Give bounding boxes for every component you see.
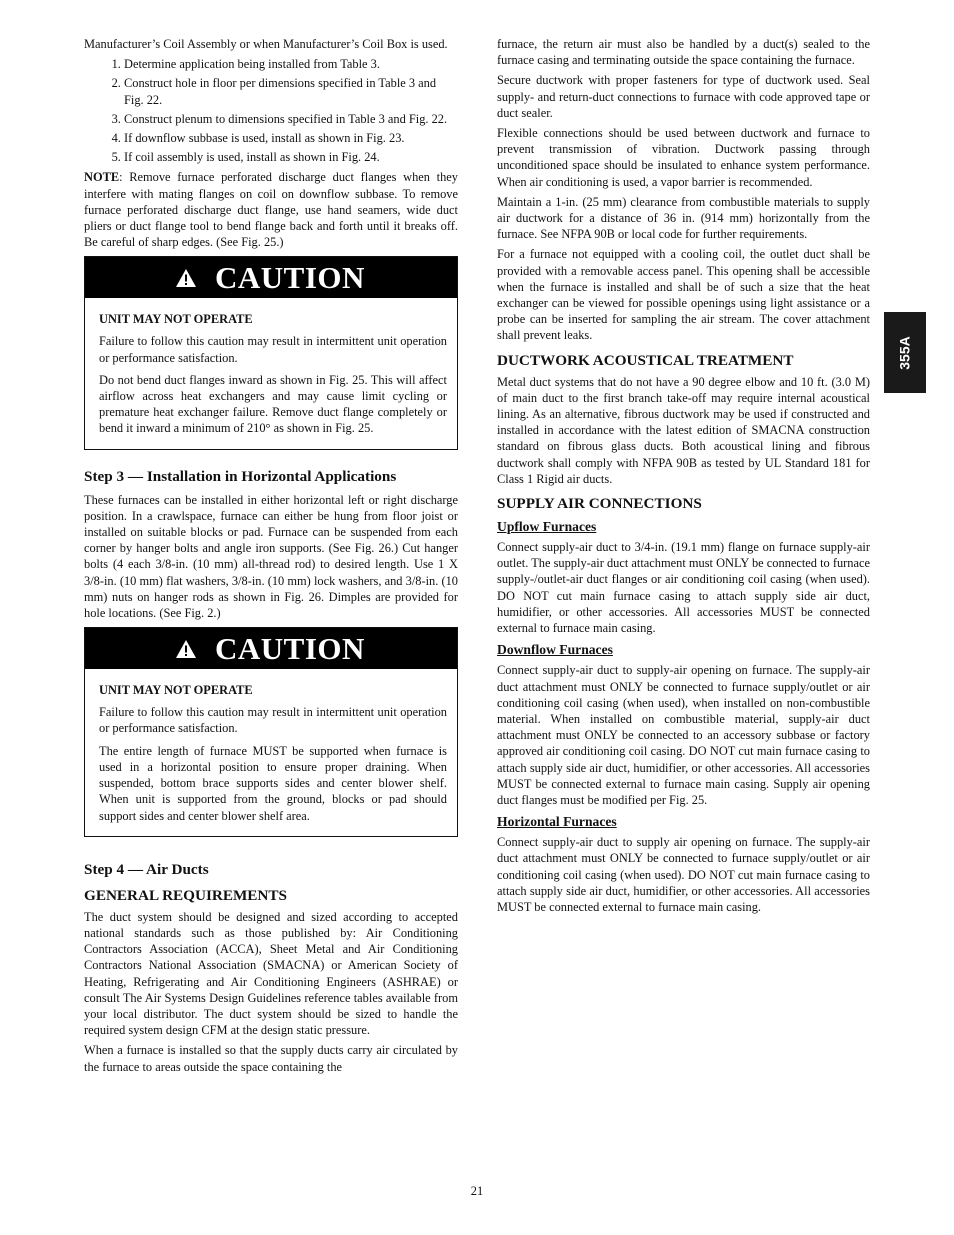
caution-text: Do not bend duct flanges inward as shown in Fig. 25. This will affect airflow across heat exchangers and may cause limit cycling or premature heat exchanger failure. Remove duct flange completely or bend it inward a minimum of 210° as shown in Fig. 25.	[99, 372, 447, 436]
note-paragraph	[84, 169, 458, 250]
body-text: furnace, the return air must also be handled by a duct(s) sealed to the furnace casing and terminating outside the space containing the furnace.	[497, 37, 870, 68]
horizontal-furnaces-heading: Horizontal Furnaces	[497, 814, 617, 830]
caution-box-support	[84, 627, 458, 836]
caution-subtitle: UNIT MAY NOT OPERATE	[99, 312, 253, 327]
step-3-heading: Step 3 — Installation in Horizontal Applications	[84, 467, 397, 485]
general-requirements-text: The duct system should be designed and sized according to accepted national standards such as those published by: Air Conditioning Contractors Association (ACCA), Sheet Metal and Air Conditioning Contractors National Association (SMACNA) or American Society of Heating, Refrigerating and Air Conditioning Engineers (ASHRAE) or consult The Air Systems Design Guidelines reference tables available from your local distributor. The duct system should be sized to handle the required system design CFM at the design static pressure.	[84, 909, 458, 1038]
left-column	[84, 36, 458, 1079]
caution-text: Failure to follow this caution may result in intermittent unit operation or performance satisfaction.	[99, 705, 447, 736]
list-item: 5. If coil assembly is used, install as shown in Fig. 24.	[124, 149, 458, 165]
body-text: Secure ductwork with proper fasteners for type of ductwork used. Seal supply- and return-duct connections to furnace with code approved tape or duct sealer.	[497, 73, 870, 120]
downflow-furnaces-heading: Downflow Furnaces	[497, 642, 613, 658]
body-text: Maintain a 1-in. (25 mm) clearance from combustible materials to supply air ductwork for a distance of 36 in. (914 mm) horizontally from the furnace. See NFPA 90B or local code for further requirements.	[497, 194, 870, 242]
caution-title: CAUTION	[215, 630, 365, 666]
caution-box-flanges	[84, 256, 458, 449]
page-number: 21	[470, 1184, 484, 1198]
caution-body	[85, 669, 457, 835]
acoustical-treatment-text: Metal duct systems that do not have a 90 degree elbow and 10 ft. (3.0 M) of main duct to the first branch take-off may require internal acoustical lining. As an alternative, fibrous ductwork may be used if constructed and installed in accordance with the latest edition of SMACNA construction standard on fibrous glass ducts. Both acoustical lining and fibrous ductwork shall comply with NFPA 90B as tested by UL Standard 181 for Class 1 Rigid air ducts.	[497, 374, 870, 486]
acoustical-treatment-heading: DUCTWORK ACOUSTICAL TREATMENT	[497, 351, 794, 369]
body-text: Flexible connections should be used between ductwork and furnace to prevent transmission of vibration. Ductwork passing through unconditioned space should be insulated to enhance system performance. When air conditioning is used, a vapor barrier is recommended.	[497, 126, 870, 189]
body-text: For a furnace not equipped with a cooling coil, the outlet duct shall be provided with a removable access panel. This opening shall be accessible when the furnace is installed and shall be of such a size that the heat exchanger can be viewed for possible openings using light assistance or a probe can be inserted for sampling the air stream. The cover attachment shall prevent leaks.	[497, 247, 870, 343]
warning-triangle-icon	[175, 268, 197, 288]
installation-steps-list	[84, 56, 458, 165]
warning-triangle-icon	[175, 639, 197, 659]
list-item: 2. Construct hole in floor per dimensions specified in Table 3 and Fig. 22.	[124, 75, 458, 107]
intro-text: Manufacturer’s Coil Assembly or when Manufacturer’s Coil Box is used.	[84, 37, 448, 51]
downflow-furnaces-text: Connect supply-air duct to supply-air opening on furnace. The supply-air duct attachment must ONLY be connected to furnace supply/outlet or air conditioning coil casing (when used), when installed on non-combustible material. When installed on combustible material, supply-air duct attachment must ONLY be connected to an accessory subbase or factory approved air conditioning coil casing. DO NOT cut main furnace casing to attach supply side air duct, humidifier, or other accessories. All accessories MUST be connected external to furnace main casing. Supply air opening duct flanges must be modified per Fig. 25.	[497, 663, 870, 807]
general-requirements-heading: GENERAL REQUIREMENTS	[84, 886, 287, 904]
list-item: 4. If downflow subbase is used, install as shown in Fig. 23.	[124, 130, 458, 146]
caution-text: Failure to follow this caution may result in intermittent unit operation or performance satisfaction.	[99, 334, 447, 365]
caution-header	[85, 628, 457, 669]
general-requirements-text: When a furnace is installed so that the supply ducts carry air circulated by the furnace to areas outside the space containing the	[84, 1043, 458, 1074]
supply-air-connections-heading: SUPPLY AIR CONNECTIONS	[497, 495, 702, 513]
horizontal-furnaces-text: Connect supply-air duct to supply air opening on furnace. The supply-air duct attachment must ONLY be connected to furnace supply/outlet or air conditioning coil casing (when used). DO NOT cut main furnace casing to attach supply side air duct, humidifier, or other accessories. All accessories MUST be connected external to furnace main casing.	[497, 835, 870, 914]
step-4-heading: Step 4 — Air Ducts	[84, 860, 209, 878]
step-3-text: These furnaces can be installed in either horizontal left or right discharge position. In a crawlspace, furnace can either be hung from floor joist or installed on suitable blocks or pad. Furnace can be suspended from each corner by hanger bolts and angle iron supports. (See Fig. 26.) Cut hanger bolts (4 each 3/8-in. (10 mm) all-thread rod) to desired length. Use 1 X 3/8-in. (10 mm) flat washers, 3/8-in. (10 mm) lock washers, and 3/8-in. (10 mm) nuts on hanger rods as shown in Fig. 26. Dimples are provided for hole locations. (See Fig. 2.)	[84, 492, 458, 621]
upflow-furnaces-text: Connect supply-air duct to 3/4-in. (19.1 mm) flange on furnace supply-air outlet. The supply-air duct attachment must ONLY be connected to furnace supply-/outlet-air duct flanges or air conditioning coil casing (when used). DO NOT cut main furnace casing to attach supply side air duct, humidifier, or other accessories. All accessories MUST be connected external to furnace main casing.	[497, 540, 870, 636]
note-text: : Remove furnace perforated discharge duct flanges when they interfere with mating flanges on coil on downflow subbase. To remove furnace perforated discharge duct flange, use hand seamers, wide duct pliers or duct flange tool to bend flange back and forth until it breaks off. Be careful of sharp edges. (See Fig. 25.)	[84, 170, 458, 250]
right-column	[497, 36, 870, 919]
list-item: 3. Construct plenum to dimensions specified in Table 3 and Fig. 22.	[124, 111, 458, 127]
list-item: 1. Determine application being installed from Table 3.	[124, 56, 458, 72]
note-label: NOTE	[84, 170, 120, 185]
caution-header	[85, 257, 457, 298]
caution-title: CAUTION	[215, 259, 365, 295]
model-side-tab	[884, 312, 926, 393]
model-side-tab-label: 355A	[897, 335, 913, 370]
caution-body	[85, 298, 457, 448]
upflow-furnaces-heading: Upflow Furnaces	[497, 519, 597, 535]
caution-text: The entire length of furnace MUST be supported when furnace is used in a horizontal position to ensure proper draining. When suspended, bottom brace supports sides and center blower shelf. When unit is supported from the ground, blocks or pad should support sides and center blower shelf area.	[99, 743, 447, 823]
caution-subtitle: UNIT MAY NOT OPERATE	[99, 683, 253, 698]
